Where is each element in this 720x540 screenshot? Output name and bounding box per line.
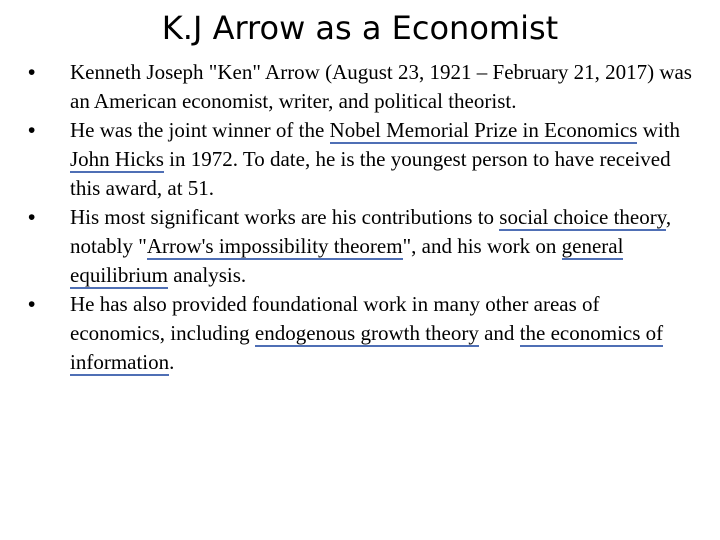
- bullet-dot-icon: •: [28, 293, 36, 316]
- hyperlink[interactable]: general equilibrium: [70, 234, 624, 287]
- bullet-text: His most significant works are his contributions to: [70, 205, 500, 229]
- hyperlink[interactable]: endogenous growth theory: [254, 321, 479, 345]
- bullet-text: .: [169, 350, 175, 374]
- slide-title: K.J Arrow as a Economist: [161, 9, 559, 47]
- hyperlink[interactable]: the economics of information: [70, 321, 664, 374]
- bullet-list: [24, 58, 694, 377]
- bullet-text: and: [478, 321, 520, 345]
- bullet-text: analysis.: [168, 263, 247, 287]
- bullet-item: [24, 203, 694, 290]
- bullet-text: with: [637, 118, 681, 142]
- bullet-text: He was the joint winner of the: [70, 118, 330, 142]
- bullet-text: Kenneth Joseph "Ken" Arrow (August 23, 1921 – February 21, 2017) was an American economist, writer, and political theorist.: [70, 60, 692, 113]
- bullet-dot-icon: •: [28, 119, 36, 142]
- bullet-text: in 1972. To date, he is the youngest person to have received this award, at 51.: [70, 147, 671, 200]
- bullet-item: [24, 58, 694, 116]
- bullet-item: [24, 116, 694, 203]
- hyperlink[interactable]: Arrow's impossibility theorem: [146, 234, 403, 258]
- hyperlink[interactable]: John Hicks: [70, 147, 164, 171]
- bullet-item: [24, 290, 694, 377]
- hyperlink[interactable]: Nobel Memorial Prize in Economics: [329, 118, 638, 142]
- bullet-dot-icon: •: [28, 206, 36, 229]
- bullet-text: , notably ": [70, 205, 672, 258]
- hyperlink[interactable]: social choice theory: [499, 205, 666, 229]
- bullet-text: ", and his work on: [402, 234, 562, 258]
- bullet-text: He has also provided foundational work in many other areas of economics, including: [70, 292, 600, 345]
- bullet-dot-icon: •: [28, 61, 36, 84]
